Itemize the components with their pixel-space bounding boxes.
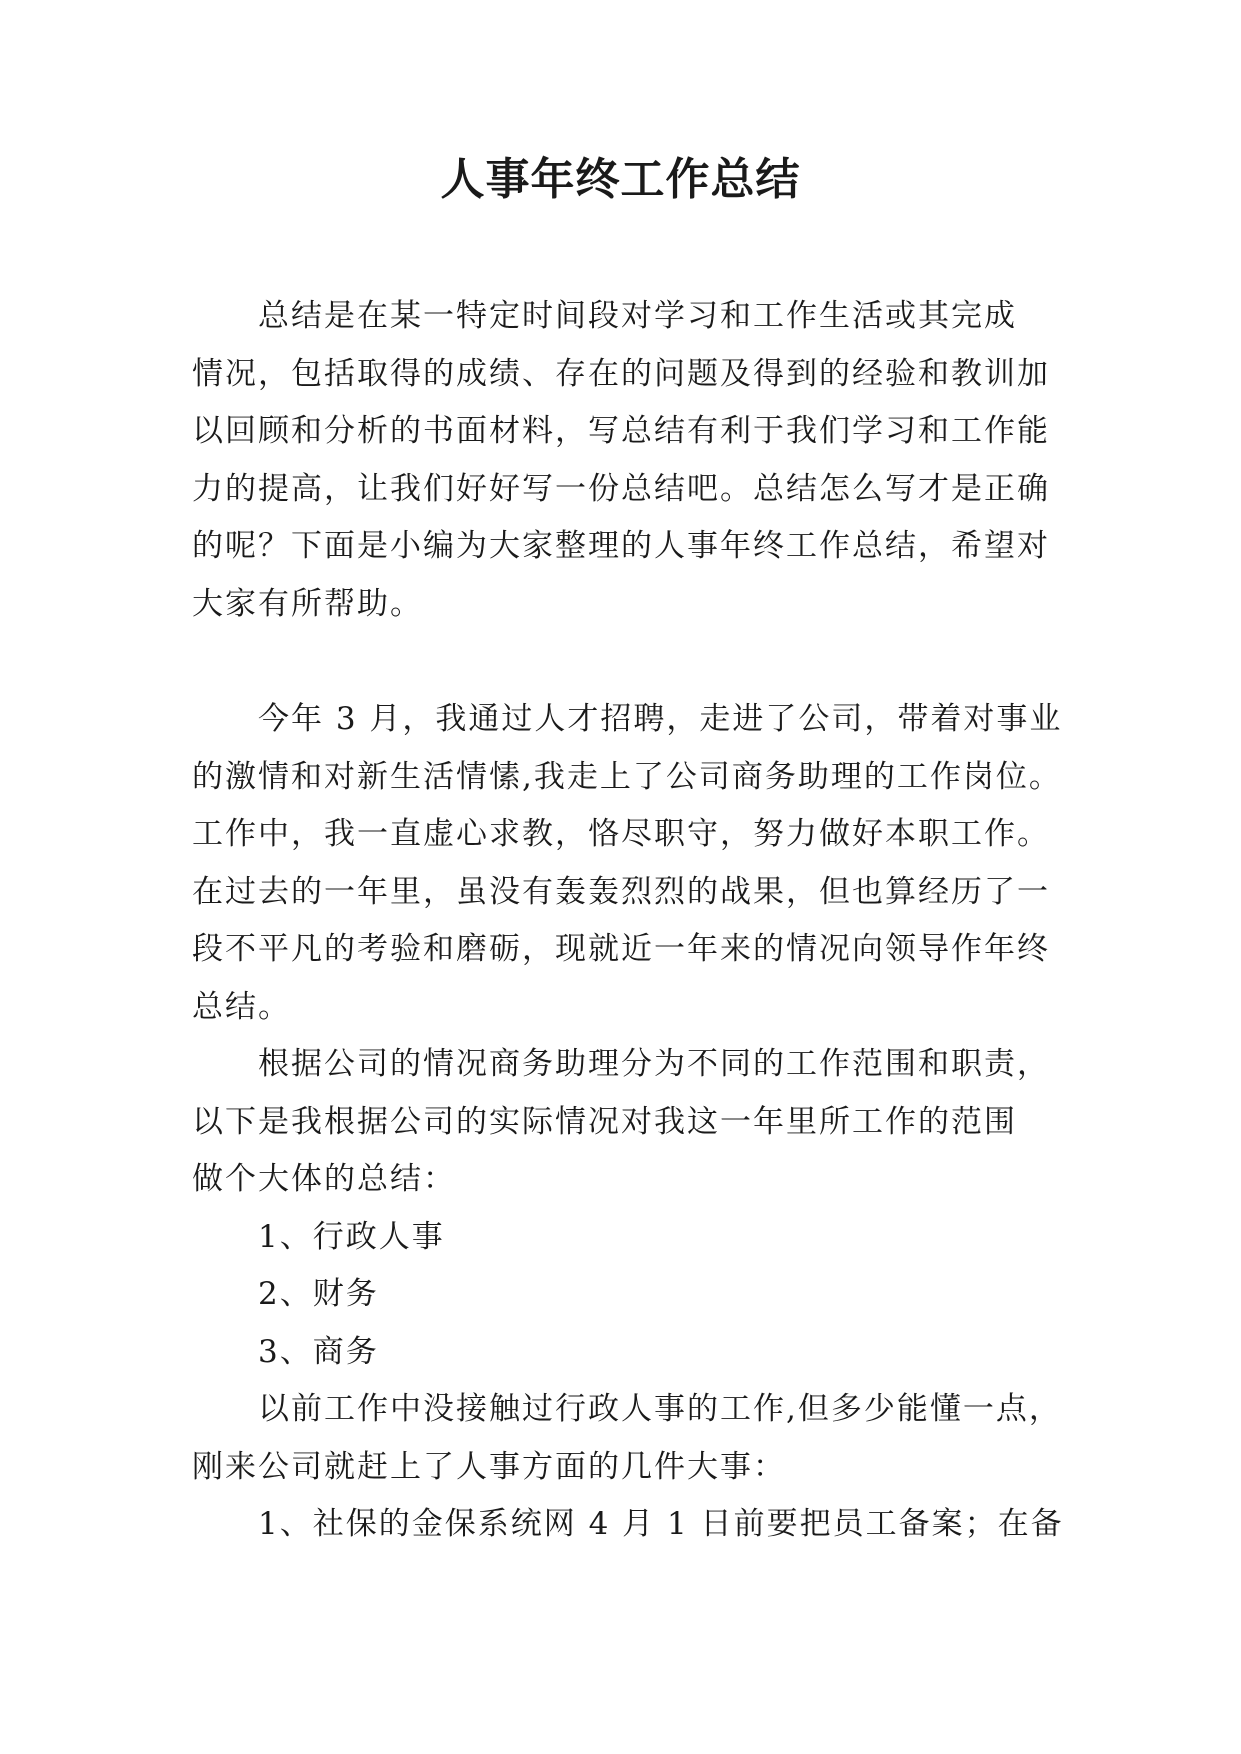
paragraph-line: 以前工作中没接触过行政人事的工作,但多少能懂一点， — [258, 1391, 1062, 1427]
intro-line: 大家有所帮助。 — [192, 585, 423, 622]
document-body — [192, 288, 1064, 1554]
paragraph-line: 在过去的一年里，虽没有轰轰烈烈的战果，但也算经历了一 — [192, 873, 1050, 910]
paragraph-line: 工作中，我一直虚心求教，恪尽职守，努力做好本职工作。 — [192, 816, 1050, 852]
document-title: 人事年终工作总结 — [440, 154, 801, 205]
intro-line: 的呢？下面是小编为大家整理的人事年终工作总结，希望对 — [192, 528, 1050, 564]
paragraph-line: 根据公司的情况商务助理分为不同的工作范围和职责， — [258, 1046, 1050, 1082]
paragraph-line: 以下是我根据公司的实际情况对我这一年里所工作的范围 — [192, 1103, 1017, 1140]
list-item: 3、商务 — [258, 1333, 379, 1370]
intro-line: 总结是在某一特定时间段对学习和工作生活或其完成 — [258, 298, 1017, 334]
intro-line: 情况，包括取得的成绩、存在的问题及得到的经验和教训加 — [192, 355, 1050, 392]
list-item: 1、行政人事 — [258, 1218, 445, 1255]
paragraph-gap — [192, 633, 1052, 691]
paragraph-line: 段不平凡的考验和磨砺，现就近一年来的情况向领导作年终 — [192, 931, 1050, 967]
list-item: 2、财务 — [258, 1276, 379, 1312]
intro-line: 以回顾和分析的书面材料，写总结有利于我们学习和工作能 — [192, 413, 1050, 449]
paragraph-line: 1、社保的金保系统网 4 月 1 日前要把员工备案；在备 — [258, 1506, 1064, 1542]
intro-line: 力的提高，让我们好好写一份总结吧。总结怎么写才是正确 — [192, 470, 1050, 507]
paragraph-line: 刚来公司就赶上了人事方面的几件大事： — [192, 1448, 786, 1485]
paragraph-line: 总结。 — [192, 988, 291, 1025]
paragraph-line: 今年 3 月，我通过人才招聘，走进了公司，带着对事业 — [258, 701, 1063, 737]
paragraph-line: 的激情和对新生活情愫,我走上了公司商务助理的工作岗位。 — [192, 758, 1062, 795]
paragraph-line: 做个大体的总结： — [192, 1161, 456, 1197]
